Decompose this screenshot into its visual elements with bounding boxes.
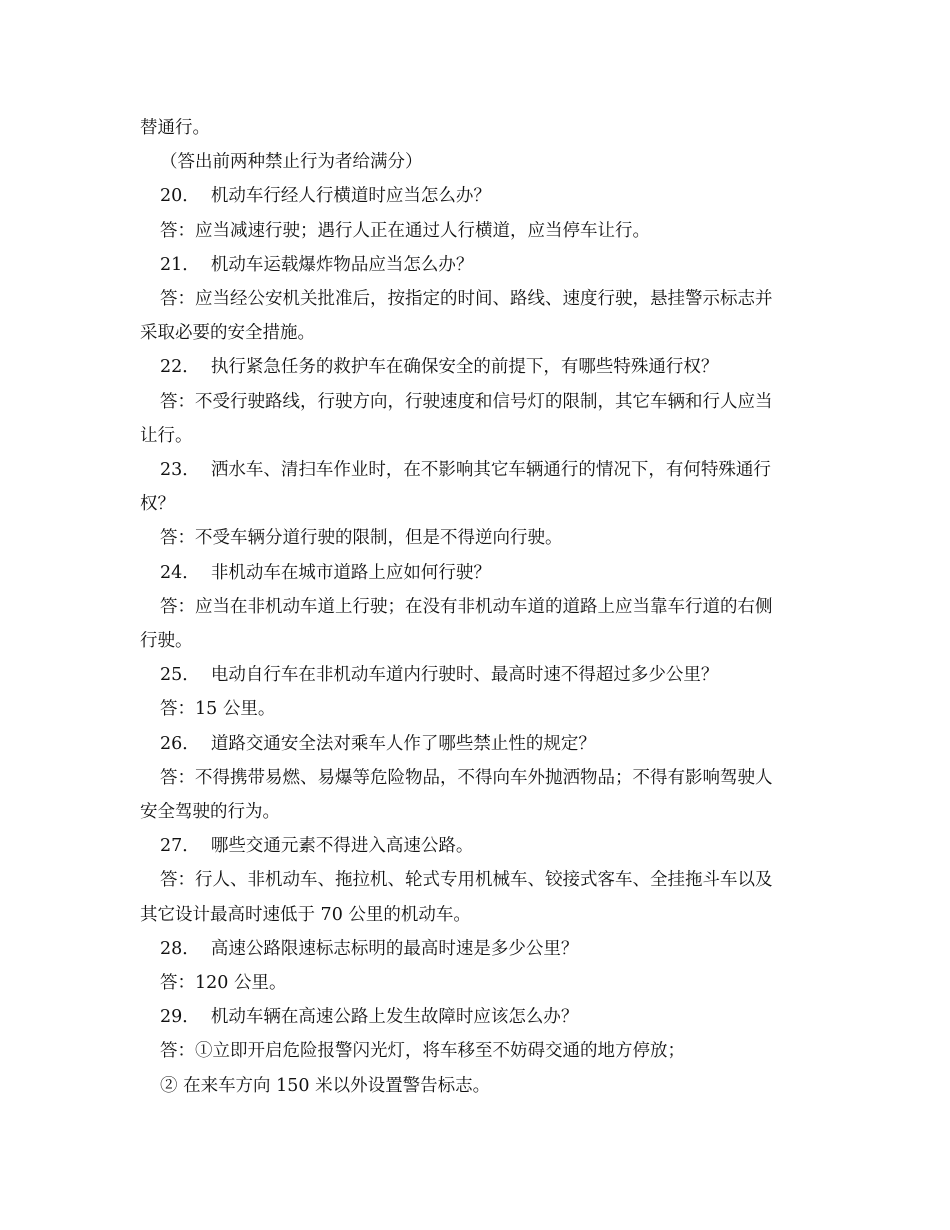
answer-line: 答：120 公里。 [160, 973, 287, 994]
answer-line: 行驶。 [140, 631, 193, 652]
question-line: 23． 洒水车、清扫车作业时，在不影响其它车辆通行的情况下，有何特殊通行 [160, 460, 771, 481]
question-line: 24． 非机动车在城市道路上应如何行驶？ [160, 562, 491, 583]
answer-line: 让行。 [140, 425, 193, 446]
question-line: 27． 哪些交通元素不得进入高速公路。 [160, 836, 474, 857]
question-line: 21． 机动车运载爆炸物品应当怎么办？ [160, 254, 474, 275]
answer-line: ② 在来车方向 150 米以外设置警告标志。 [160, 1075, 491, 1096]
answer-line: 采取必要的安全措施。 [140, 323, 315, 344]
answer-line: 答：①立即开启危险报警闪光灯，将车移至不妨碍交通的地方停放； [160, 1041, 685, 1062]
question-line: 20． 机动车行经人行横道时应当怎么办？ [160, 186, 491, 207]
answer-line: 答：应当减速行驶；遇行人正在通过人行横道，应当停车让行。 [160, 220, 650, 241]
answer-line: 答：应当在非机动车道上行驶；在没有非机动车道的道路上应当靠车行道的右侧 [160, 596, 773, 617]
answer-line: 答：不受车辆分道行驶的限制，但是不得逆向行驶。 [160, 528, 563, 549]
question-line: 29． 机动车辆在高速公路上发生故障时应该怎么办？ [160, 1007, 579, 1028]
answer-line: 答：应当经公安机关批准后，按指定的时间、路线、速度行驶，悬挂警示标志并 [160, 289, 773, 310]
answer-line: 答：不受行驶路线，行驶方向，行驶速度和信号灯的限制，其它车辆和行人应当 [160, 391, 773, 412]
answer-line: 答：行人、非机动车、拖拉机、轮式专用机械车、铰接式客车、全挂拖斗车以及 [160, 870, 773, 891]
answer-line: 答：不得携带易燃、易爆等危险物品，不得向车外抛洒物品；不得有影响驾驶人 [160, 767, 773, 788]
question-line: 28． 高速公路限速标志标明的最高时速是多少公里？ [160, 938, 579, 959]
text-line: （答出前两种禁止行为者给满分） [160, 152, 423, 173]
answer-line: 安全驾驶的行为。 [140, 802, 280, 823]
answer-line: 其它设计最高时速低于 70 公里的机动车。 [140, 904, 471, 925]
question-line: 22． 执行紧急任务的救护车在确保安全的前提下，有哪些特殊通行权？ [160, 357, 719, 378]
question-line: 25． 电动自行车在非机动车道内行驶时、最高时速不得超过多少公里？ [160, 665, 719, 686]
question-line: 权？ [140, 494, 175, 515]
question-line: 26． 道路交通安全法对乘车人作了哪些禁止性的规定？ [160, 733, 596, 754]
answer-line: 答：15 公里。 [160, 699, 276, 720]
text-line: 替通行。 [140, 118, 210, 138]
document-body [140, 111, 812, 1103]
